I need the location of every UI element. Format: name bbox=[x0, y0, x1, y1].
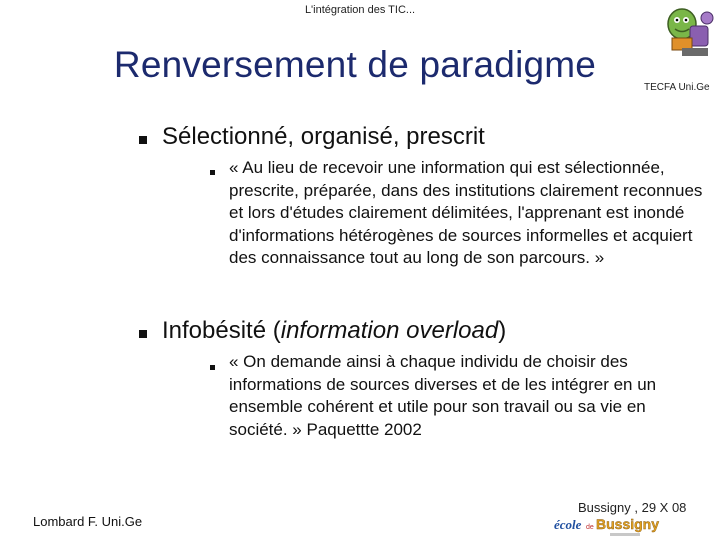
sub-bullet-text: « Au lieu de recevoir une information qui est sélectionnée, prescrite, préparée, dans des institutions clairement reconnues et lors d'études clairement délimitées, l'apprenant est inondé d'informations hétérogènes de sources informelles et acquiert des connaissance tout au long de son parcours. » bbox=[229, 158, 703, 267]
slide-title: Renversement de paradigme bbox=[113, 44, 597, 85]
sub-bullet-square-icon bbox=[210, 170, 215, 175]
svg-text:école: école bbox=[554, 517, 582, 532]
bullet-heading: Sélectionné, organisé, prescrit bbox=[162, 123, 485, 150]
bullet-heading-italic: information overload bbox=[280, 317, 499, 344]
ecole-de-bussigny-logo bbox=[552, 515, 662, 539]
footer-place-date: Bussigny , 29 X 08 bbox=[578, 500, 687, 515]
sub-bullet-text: « On demande ainsi à chaque individu de choisir des informations de sources diverses et de les intégrer en un ensemble cohérent et utile pour son travail ou sa vie en société. » Paquettte 2002 bbox=[229, 352, 657, 439]
sub-bullet-square-icon bbox=[210, 365, 215, 370]
bullet-heading-end: ) bbox=[498, 317, 507, 344]
bullet-heading bbox=[162, 317, 506, 345]
bullet-heading-main: Infobésité ( bbox=[162, 317, 281, 344]
svg-text:de: de bbox=[586, 524, 594, 531]
bullet-square-icon bbox=[139, 330, 147, 338]
slide-header: L'intégration des TIC... bbox=[304, 4, 416, 16]
bullet-square-icon bbox=[139, 136, 147, 144]
tecfa-label: TECFA Uni.Ge bbox=[644, 82, 710, 93]
svg-text:Bussigny: Bussigny bbox=[596, 516, 660, 532]
footer-author: Lombard F. Uni.Ge bbox=[33, 514, 143, 529]
